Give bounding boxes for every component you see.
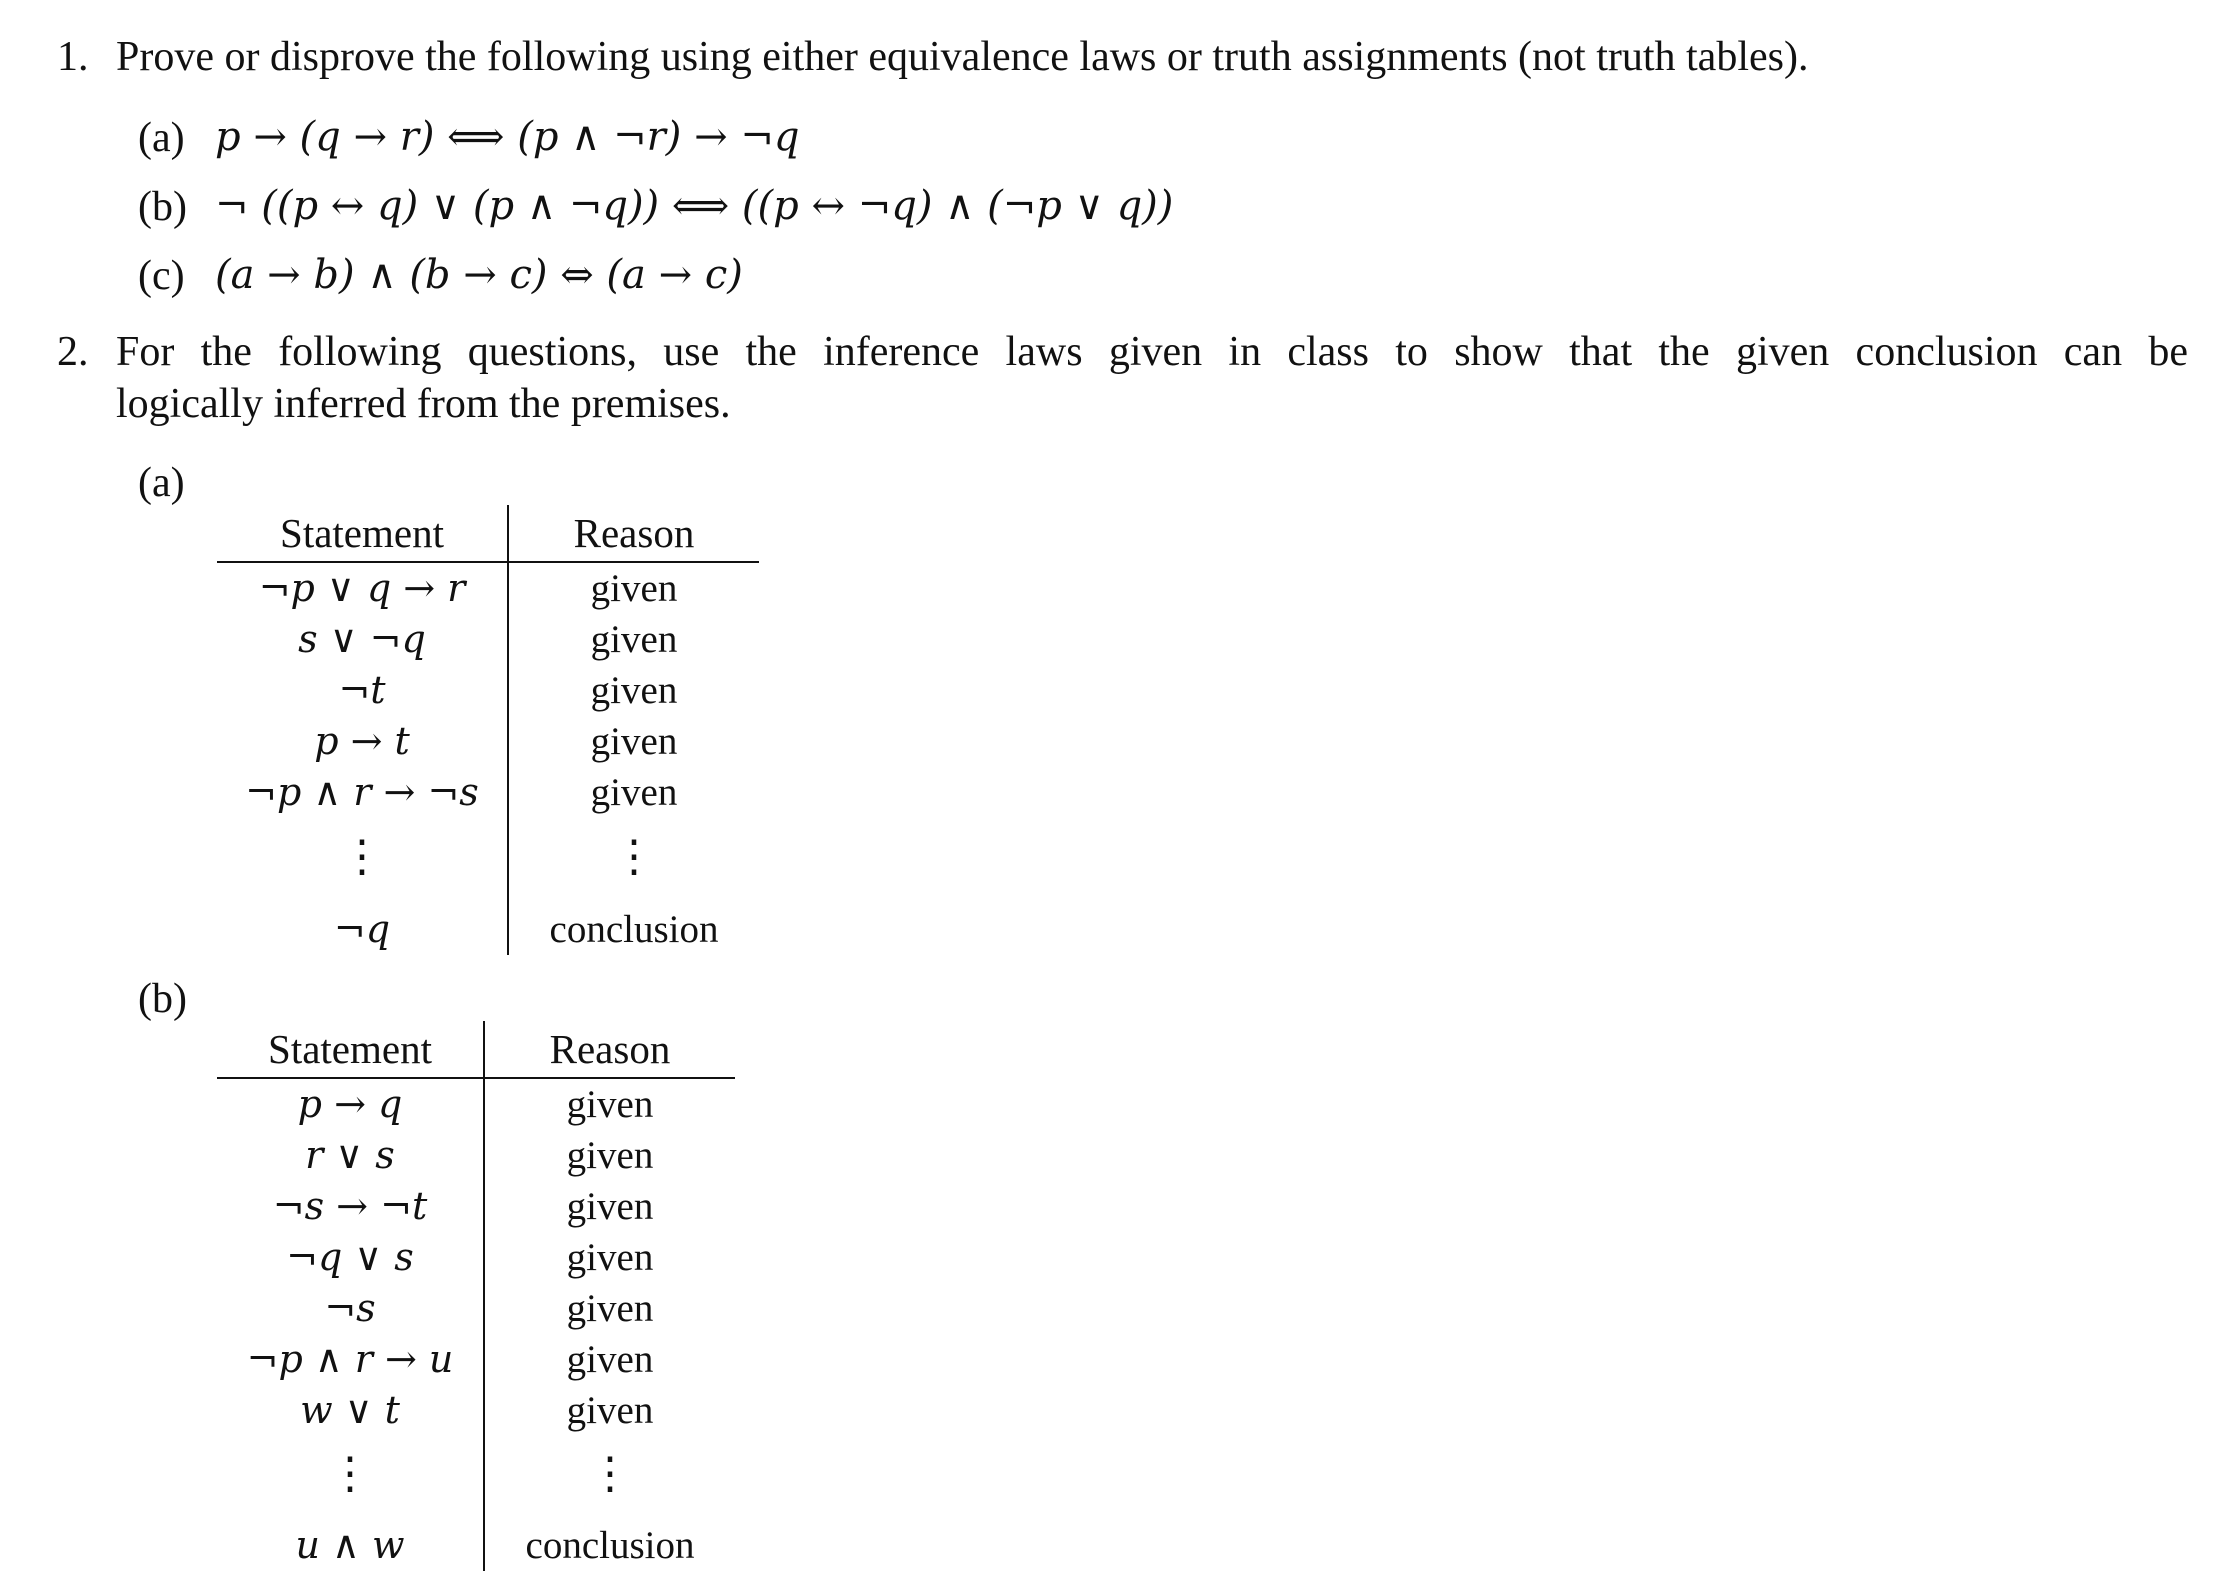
- proof-a-conclusion-reason: conclusion: [549, 908, 719, 951]
- q1-part-b-label: (b): [138, 184, 187, 230]
- q1-part-c-label: (c): [138, 253, 185, 299]
- proof-a-reason-header: Reason: [573, 510, 695, 556]
- q1-part-c-expression: (a → b) ∧ (b → c) ⇔ (a → c): [215, 252, 743, 298]
- proof-a-statement-ellipsis: ⋮: [340, 831, 384, 882]
- proof-a-reason: given: [590, 567, 678, 610]
- proof-b-statement: w ∨ t: [300, 1388, 400, 1432]
- proof-a-reason: given: [590, 669, 678, 712]
- proof-b-statement-header: Statement: [268, 1026, 432, 1072]
- proof-b-conclusion-statement: u ∧ w: [295, 1523, 405, 1567]
- q1-part-a-expression: p → (q → r) ⟺ (p ∧ ¬r) → ¬q: [215, 114, 800, 160]
- q2-number: 2.: [57, 329, 89, 375]
- proof-b-statement: ¬p ∧ r → u: [246, 1337, 454, 1381]
- proof-a-statement: s ∨ ¬q: [298, 617, 426, 661]
- proof-a-conclusion-statement: ¬q: [333, 907, 391, 951]
- proof-a-reason: given: [590, 618, 678, 661]
- proof-b-reason-header: Reason: [549, 1026, 671, 1072]
- proof-a-statement: ¬t: [338, 668, 386, 712]
- proof-a-statement-header: Statement: [280, 510, 444, 556]
- proof-b-label: (b): [138, 976, 187, 1022]
- q2-text-line2: logically inferred from the premises.: [116, 381, 731, 427]
- proof-a-statement: ¬p ∧ r → ¬s: [245, 770, 479, 814]
- proof-b-table: [217, 1021, 735, 1571]
- q1-part-b-expression: ¬ ((p ↔ q) ∨ (p ∧ ¬q)) ⟺ ((p ↔ ¬q) ∧ (¬p ∨ q)): [215, 183, 1174, 229]
- proof-b-reason: given: [566, 1338, 654, 1381]
- proof-b-statement: r ∨ s: [305, 1133, 395, 1177]
- proof-b-statement: ¬s → ¬t: [272, 1184, 428, 1228]
- proof-b-statement: p → q: [297, 1082, 403, 1126]
- proof-b-reason: given: [566, 1185, 654, 1228]
- proof-a-header-rule: [217, 561, 759, 563]
- q1-number: 1.: [57, 34, 89, 80]
- proof-a-reason: given: [590, 771, 678, 814]
- proof-b-reason: given: [566, 1389, 654, 1432]
- proof-a-reason: given: [590, 720, 678, 763]
- q1-text: Prove or disprove the following using either equivalence laws or truth assignments (not truth tables).: [116, 34, 1809, 80]
- proof-b-reason: given: [566, 1236, 654, 1279]
- proof-a-label: (a): [138, 460, 185, 506]
- proof-a-statement: p → t: [314, 719, 410, 763]
- proof-b-statement: ¬q ∨ s: [286, 1235, 414, 1279]
- q1-part-a-label: (a): [138, 115, 185, 161]
- proof-b-header-rule: [217, 1077, 735, 1079]
- proof-a-reason-ellipsis: ⋮: [612, 831, 656, 882]
- proof-b-reason: given: [566, 1287, 654, 1330]
- proof-b-statement: ¬s: [324, 1286, 376, 1330]
- proof-b-conclusion-reason: conclusion: [525, 1524, 695, 1567]
- proof-b-reason: given: [566, 1134, 654, 1177]
- proof-b-reason-ellipsis: ⋮: [588, 1448, 632, 1499]
- q2-text-line1: For the following questions, use the inference laws given in class to show that the given conclusion can be: [116, 329, 2188, 375]
- proof-b-statement-ellipsis: ⋮: [328, 1448, 372, 1499]
- proof-a-table: [217, 505, 759, 955]
- proof-b-reason: given: [566, 1083, 654, 1126]
- proof-a-statement: ¬p ∨ q → r: [258, 566, 466, 610]
